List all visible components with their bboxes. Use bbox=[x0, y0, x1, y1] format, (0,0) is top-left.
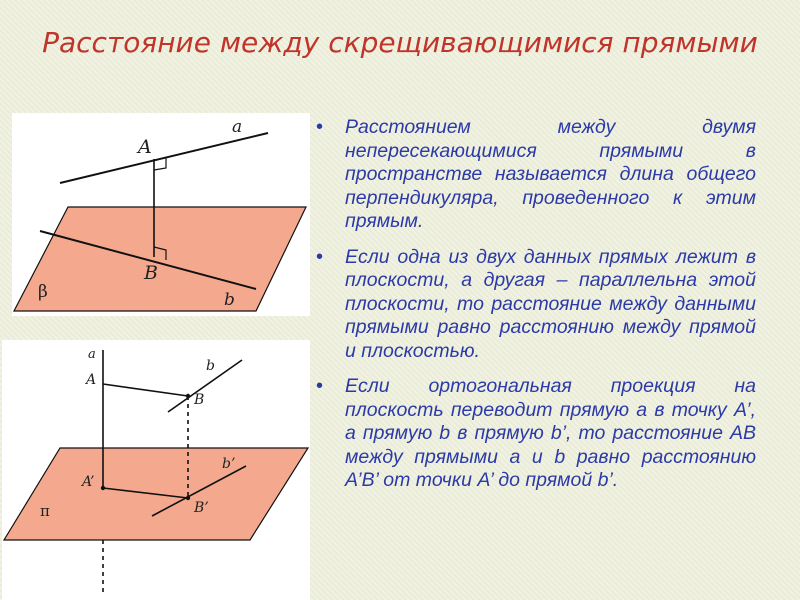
slide-title: Расстояние между скрещивающимися прямыми bbox=[42, 26, 758, 59]
definition-list bbox=[316, 116, 756, 505]
line-b bbox=[168, 360, 242, 412]
bullet-item bbox=[316, 116, 756, 234]
bullet-dot-icon: • bbox=[316, 375, 324, 397]
figure-2-drawing bbox=[2, 340, 310, 600]
point-B-prime bbox=[186, 496, 190, 500]
segment-AB bbox=[103, 384, 188, 396]
figure-orthogonal-projection bbox=[2, 340, 310, 600]
label-b-prime: b’ bbox=[222, 456, 236, 472]
bullet-item bbox=[316, 375, 756, 493]
label-beta: β bbox=[38, 282, 48, 302]
label-B: B bbox=[194, 392, 205, 408]
bullet-dot-icon: • bbox=[316, 116, 324, 138]
label-A: A bbox=[86, 372, 97, 388]
figure-1-drawing bbox=[12, 113, 310, 316]
bullet-item bbox=[316, 246, 756, 364]
line-a bbox=[60, 133, 268, 183]
bullet-text: Если одна из двух данных прямых лежит в плоскости, а другая – параллельна этой плоскости, то расстояние между данными прямыми равно расстоянию между прямой и плоскостью. bbox=[345, 245, 756, 362]
plane-beta bbox=[14, 207, 306, 311]
figure-common-perpendicular bbox=[12, 113, 310, 316]
label-b: b bbox=[224, 290, 235, 310]
label-B-prime: B’ bbox=[194, 500, 209, 516]
bullet-text: Расстоянием между двумя непересекающимися прямыми в пространстве называется длина общего перпендикуляра, проведенного к этим прямым. bbox=[345, 116, 756, 232]
bullet-dot-icon: • bbox=[316, 245, 324, 268]
label-a: a bbox=[232, 117, 243, 137]
label-A: A bbox=[138, 136, 152, 158]
bullet-text: Если ортогональная проекция на плоскость переводит прямую a в точку A’, а прямую b в прямую b’, то расстояние AB между прямыми a и b равно расстоянию A’B’ от точки A’ до прямой b’. bbox=[345, 375, 756, 491]
point-A-prime bbox=[101, 486, 105, 490]
label-A-prime: A’ bbox=[82, 474, 95, 490]
label-a: a bbox=[88, 347, 96, 362]
label-b: b bbox=[206, 358, 215, 374]
point-B bbox=[186, 394, 190, 398]
label-pi: π bbox=[40, 502, 50, 520]
label-B: B bbox=[144, 262, 158, 284]
